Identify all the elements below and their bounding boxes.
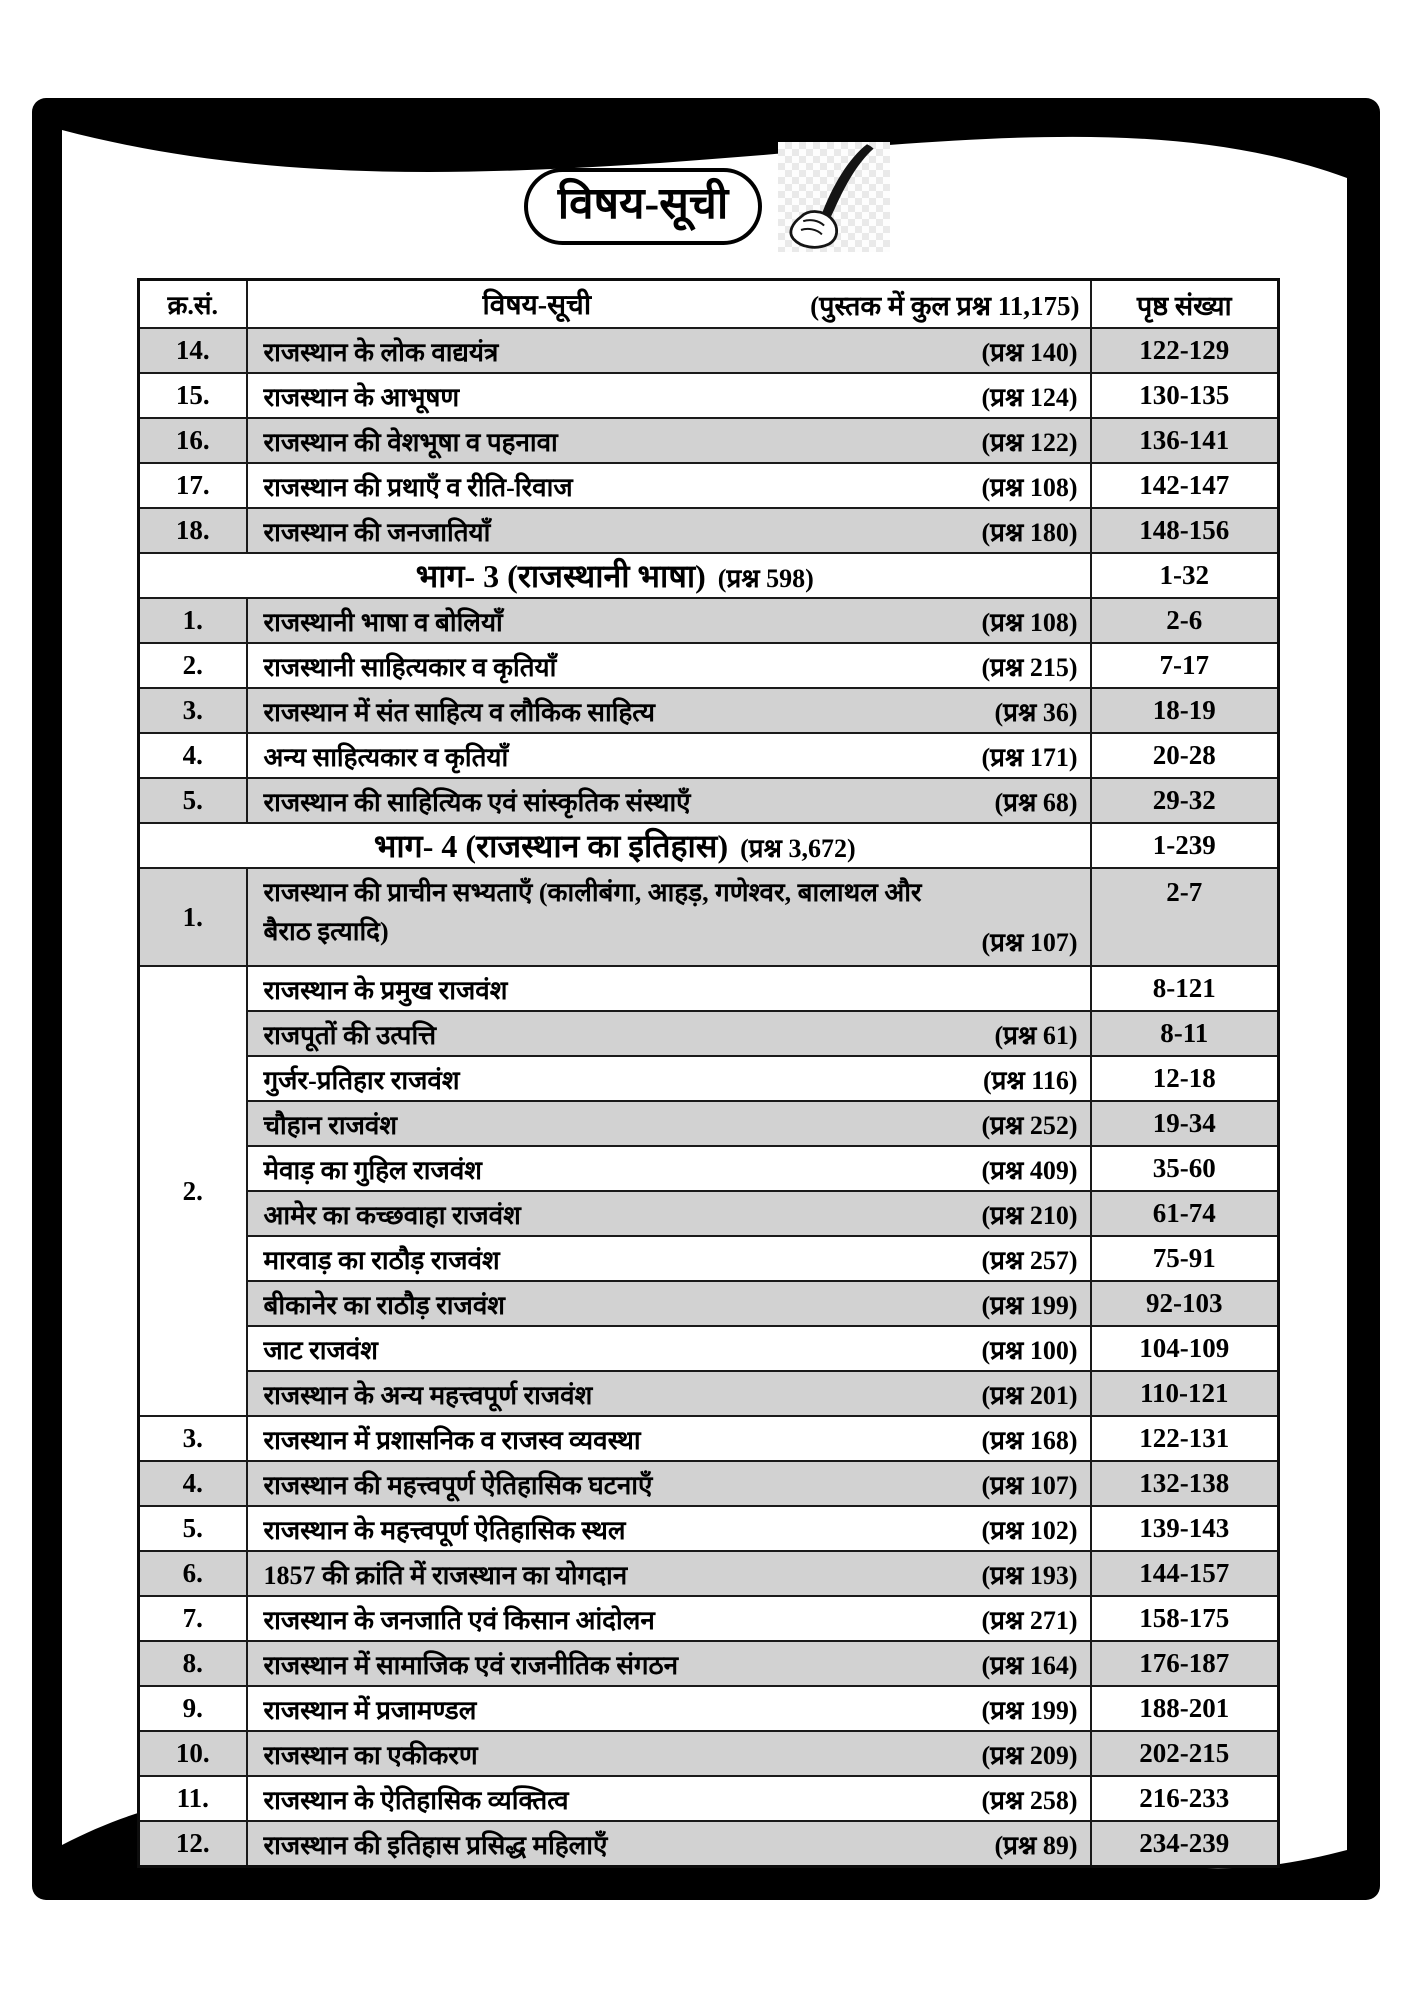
questions-count-label: (प्रश्न 409) (981, 1155, 1078, 1185)
topic-cell (247, 1371, 1091, 1416)
questions-count-label: (प्रश्न 107) (981, 1470, 1078, 1500)
serial-cell: 11. (139, 1776, 247, 1821)
questions-count-label: (प्रश्न 108) (981, 607, 1078, 637)
topic-label: राजस्थान का एकीकरण (263, 1740, 478, 1770)
table-row (139, 1596, 1279, 1641)
serial-cell: 2. (139, 966, 247, 1416)
questions-count-label: (प्रश्न 124) (981, 382, 1078, 412)
questions-count-label: (प्रश्न 164) (981, 1650, 1078, 1680)
topic-label: राजस्थान में सामाजिक एवं राजनीतिक संगठन (263, 1650, 679, 1680)
topic-label: आमेर का कच्छवाहा राजवंश (263, 1200, 521, 1230)
topic-cell (247, 1416, 1091, 1461)
topic-cell (247, 966, 1091, 1011)
topic-label: राजस्थान में प्रजामण्डल (263, 1695, 477, 1725)
topic-label: राजस्थान के अन्य महत्त्वपूर्ण राजवंश (263, 1380, 593, 1410)
serial-cell: 8. (139, 1641, 247, 1686)
topic-cell (247, 1011, 1091, 1056)
topic-label: राजस्थान में प्रशासनिक व राजस्व व्यवस्था (263, 1425, 641, 1455)
pages-cell: 7-17 (1091, 643, 1279, 688)
page-header (0, 168, 1414, 252)
topic-cell (247, 508, 1091, 553)
questions-count-label: (प्रश्न 210) (981, 1200, 1078, 1230)
table-of-contents (137, 278, 1280, 1868)
table-row (139, 966, 1279, 1011)
questions-count-label: (प्रश्न 171) (981, 742, 1078, 772)
topic-cell (247, 1821, 1091, 1867)
topic-label: राजस्थान की प्रथाएँ व रीति-रिवाज (263, 472, 573, 502)
topic-cell (247, 598, 1091, 643)
pages-cell: 136-141 (1091, 418, 1279, 463)
topic-label: राजस्थान की प्राचीन सभ्यताएँ (कालीबंगा, आहड़, गणेश्वर, बालाथल और बैराठ इत्यादि) (263, 878, 922, 946)
topic-label: राजस्थान के जनजाति एवं किसान आंदोलन (263, 1605, 655, 1635)
header-total-questions: (पुस्तक में कुल प्रश्न 11,175) (810, 290, 1080, 321)
topic-cell (247, 688, 1091, 733)
header-pages: पृष्ठ संख्या (1091, 280, 1279, 329)
questions-count-label: (प्रश्न 271) (981, 1605, 1078, 1635)
topic-label: राजस्थान के प्रमुख राजवंश (263, 975, 508, 1005)
questions-count-label: (प्रश्न 252) (981, 1110, 1078, 1140)
pages-cell: 130-135 (1091, 373, 1279, 418)
table-row (139, 643, 1279, 688)
sub-row (139, 1011, 1279, 1056)
serial-cell: 2. (139, 643, 247, 688)
table-row (139, 1416, 1279, 1461)
topic-cell (247, 1686, 1091, 1731)
topic-label: मेवाड़ का गुहिल राजवंश (263, 1155, 482, 1185)
serial-cell: 17. (139, 463, 247, 508)
questions-count-label: (प्रश्न 102) (981, 1515, 1078, 1545)
topic-label: जाट राजवंश (263, 1335, 378, 1365)
topic-cell (247, 1326, 1091, 1371)
questions-count-label: (प्रश्न 108) (981, 472, 1078, 502)
pages-cell: 144-157 (1091, 1551, 1279, 1596)
pages-cell: 132-138 (1091, 1461, 1279, 1506)
topic-cell (247, 1551, 1091, 1596)
table-row (139, 508, 1279, 553)
topic-label: राजपूतों की उत्पत्ति (263, 1020, 437, 1050)
topic-label: राजस्थान के महत्त्वपूर्ण ऐतिहासिक स्थल (263, 1515, 626, 1545)
table-row (139, 1461, 1279, 1506)
questions-count-label: (प्रश्न 193) (981, 1560, 1078, 1590)
questions-count-label: (प्रश्न 180) (981, 517, 1078, 547)
questions-count-label: (प्रश्न 199) (981, 1695, 1078, 1725)
pages-cell: 18-19 (1091, 688, 1279, 733)
pages-cell: 139-143 (1091, 1506, 1279, 1551)
table-row (139, 1551, 1279, 1596)
serial-cell: 10. (139, 1731, 247, 1776)
sub-row (139, 1326, 1279, 1371)
table-row (139, 688, 1279, 733)
header-serial: क्र.सं. (139, 280, 247, 329)
questions-count-label: (प्रश्न 107) (981, 928, 1078, 957)
pages-cell: 8-11 (1091, 1011, 1279, 1056)
serial-cell: 5. (139, 1506, 247, 1551)
section-title-cell (139, 823, 1091, 868)
header-topic-label: विषय-सूची (482, 290, 592, 321)
topic-cell (247, 1056, 1091, 1101)
topic-label: गुर्जर-प्रतिहार राजवंश (263, 1065, 460, 1095)
table-row (139, 463, 1279, 508)
serial-cell: 1. (139, 868, 247, 966)
sub-row (139, 1101, 1279, 1146)
table-row (139, 1731, 1279, 1776)
topic-cell (247, 1776, 1091, 1821)
pages-cell: 216-233 (1091, 1776, 1279, 1821)
section-header-row (139, 553, 1279, 598)
topic-label: राजस्थान के लोक वाद्ययंत्र (263, 337, 499, 367)
topic-cell (247, 868, 1091, 966)
topic-label: मारवाड़ का राठौड़ राजवंश (263, 1245, 500, 1275)
questions-count-label: (प्रश्न 122) (981, 427, 1078, 457)
quill-pen-icon (778, 142, 890, 252)
pages-cell: 20-28 (1091, 733, 1279, 778)
section-questions-count: (प्रश्न 3,672) (740, 834, 856, 863)
questions-count-label: (प्रश्न 36) (994, 697, 1078, 727)
table-row (139, 1506, 1279, 1551)
pages-cell: 110-121 (1091, 1371, 1279, 1416)
serial-cell: 12. (139, 1821, 247, 1867)
serial-cell: 4. (139, 1461, 247, 1506)
topic-label: राजस्थान की इतिहास प्रसिद्ध महिलाएँ (263, 1830, 608, 1860)
topic-cell (247, 733, 1091, 778)
pages-cell: 1-32 (1091, 553, 1279, 598)
section-header-row (139, 823, 1279, 868)
topic-cell (247, 1596, 1091, 1641)
topic-cell (247, 1191, 1091, 1236)
table-row (139, 778, 1279, 823)
pages-cell: 104-109 (1091, 1326, 1279, 1371)
topic-cell (247, 1641, 1091, 1686)
sub-row (139, 1371, 1279, 1416)
serial-cell: 3. (139, 688, 247, 733)
sub-row (139, 1146, 1279, 1191)
serial-cell: 7. (139, 1596, 247, 1641)
topic-cell (247, 1236, 1091, 1281)
topic-cell (247, 778, 1091, 823)
questions-count-label: (प्रश्न 199) (981, 1290, 1078, 1320)
sub-row (139, 1281, 1279, 1326)
table-row (139, 868, 1279, 966)
topic-cell (247, 1731, 1091, 1776)
questions-count-label: (प्रश्न 168) (981, 1425, 1078, 1455)
questions-count-label: (प्रश्न 140) (981, 337, 1078, 367)
topic-label: राजस्थान के ऐतिहासिक व्यक्तित्व (263, 1785, 569, 1815)
pages-cell: 29-32 (1091, 778, 1279, 823)
topic-cell (247, 328, 1091, 373)
topic-cell (247, 1101, 1091, 1146)
table-row (139, 598, 1279, 643)
pages-cell: 158-175 (1091, 1596, 1279, 1641)
topic-label: बीकानेर का राठौड़ राजवंश (263, 1290, 505, 1320)
topic-cell (247, 1146, 1091, 1191)
serial-cell: 14. (139, 328, 247, 373)
sub-row (139, 1056, 1279, 1101)
topic-cell (247, 643, 1091, 688)
topic-label: राजस्थान के आभूषण (263, 382, 460, 412)
section-title: भाग- 3 (राजस्थानी भाषा) (415, 558, 706, 594)
section-questions-count: (प्रश्न 598) (717, 564, 814, 593)
sub-row (139, 1191, 1279, 1236)
topic-label: राजस्थान की साहित्यिक एवं सांस्कृतिक संस्थाएँ (263, 787, 691, 817)
pages-cell: 1-239 (1091, 823, 1279, 868)
questions-count-label: (प्रश्न 201) (981, 1380, 1078, 1410)
pages-cell: 75-91 (1091, 1236, 1279, 1281)
questions-count-label: (प्रश्न 209) (981, 1740, 1078, 1770)
topic-cell (247, 373, 1091, 418)
questions-count-label: (प्रश्न 215) (981, 652, 1078, 682)
sub-row (139, 1236, 1279, 1281)
topic-cell (247, 1281, 1091, 1326)
serial-cell: 4. (139, 733, 247, 778)
pages-cell: 35-60 (1091, 1146, 1279, 1191)
questions-count-label: (प्रश्न 68) (994, 787, 1078, 817)
topic-label: राजस्थानी भाषा व बोलियाँ (263, 607, 503, 637)
section-title-cell (139, 553, 1091, 598)
page-title: विषय-सूची (524, 168, 763, 245)
serial-cell: 15. (139, 373, 247, 418)
pages-cell: 8-121 (1091, 966, 1279, 1011)
pages-cell: 2-6 (1091, 598, 1279, 643)
pages-cell: 92-103 (1091, 1281, 1279, 1326)
topic-cell (247, 1506, 1091, 1551)
table-header-row (139, 280, 1279, 329)
pages-cell: 148-156 (1091, 508, 1279, 553)
pages-cell: 122-131 (1091, 1416, 1279, 1461)
topic-cell (247, 418, 1091, 463)
table-row (139, 1686, 1279, 1731)
serial-cell: 18. (139, 508, 247, 553)
questions-count-label: (प्रश्न 116) (982, 1065, 1078, 1095)
pages-cell: 202-215 (1091, 1731, 1279, 1776)
topic-cell (247, 1461, 1091, 1506)
questions-count-label: (प्रश्न 100) (981, 1335, 1078, 1365)
table-row (139, 1776, 1279, 1821)
topic-label: 1857 की क्रांति में राजस्थान का योगदान (263, 1560, 628, 1590)
serial-cell: 3. (139, 1416, 247, 1461)
topic-label: राजस्थान की जनजातियाँ (263, 517, 491, 547)
questions-count-label: (प्रश्न 257) (981, 1245, 1078, 1275)
serial-cell: 5. (139, 778, 247, 823)
pages-cell: 142-147 (1091, 463, 1279, 508)
serial-cell: 9. (139, 1686, 247, 1731)
header-topic-cell (247, 280, 1091, 329)
topic-label: अन्य साहित्यकार व कृतियाँ (263, 742, 509, 772)
pages-cell: 61-74 (1091, 1191, 1279, 1236)
topic-label: राजस्थान की महत्त्वपूर्ण ऐतिहासिक घटनाएँ (263, 1470, 653, 1500)
table-row (139, 1641, 1279, 1686)
serial-cell: 6. (139, 1551, 247, 1596)
topic-cell (247, 463, 1091, 508)
pages-cell: 2-7 (1091, 868, 1279, 966)
topic-label: राजस्थानी साहित्यकार व कृतियाँ (263, 652, 557, 682)
topic-label: राजस्थान में संत साहित्य व लौकिक साहित्य (263, 697, 655, 727)
pages-cell: 188-201 (1091, 1686, 1279, 1731)
table-row (139, 328, 1279, 373)
table-row (139, 373, 1279, 418)
table-row (139, 733, 1279, 778)
pages-cell: 176-187 (1091, 1641, 1279, 1686)
serial-cell: 1. (139, 598, 247, 643)
questions-count-label: (प्रश्न 61) (994, 1020, 1078, 1050)
pages-cell: 234-239 (1091, 1821, 1279, 1867)
table-row (139, 418, 1279, 463)
topic-label: चौहान राजवंश (263, 1110, 398, 1140)
section-title: भाग- 4 (राजस्थान का इतिहास) (373, 828, 729, 864)
topic-label: राजस्थान की वेशभूषा व पहनावा (263, 427, 558, 457)
table-row (139, 1821, 1279, 1867)
serial-cell: 16. (139, 418, 247, 463)
questions-count-label: (प्रश्न 89) (994, 1830, 1078, 1860)
pages-cell: 12-18 (1091, 1056, 1279, 1101)
questions-count-label: (प्रश्न 258) (981, 1785, 1078, 1815)
pages-cell: 19-34 (1091, 1101, 1279, 1146)
pages-cell: 122-129 (1091, 328, 1279, 373)
